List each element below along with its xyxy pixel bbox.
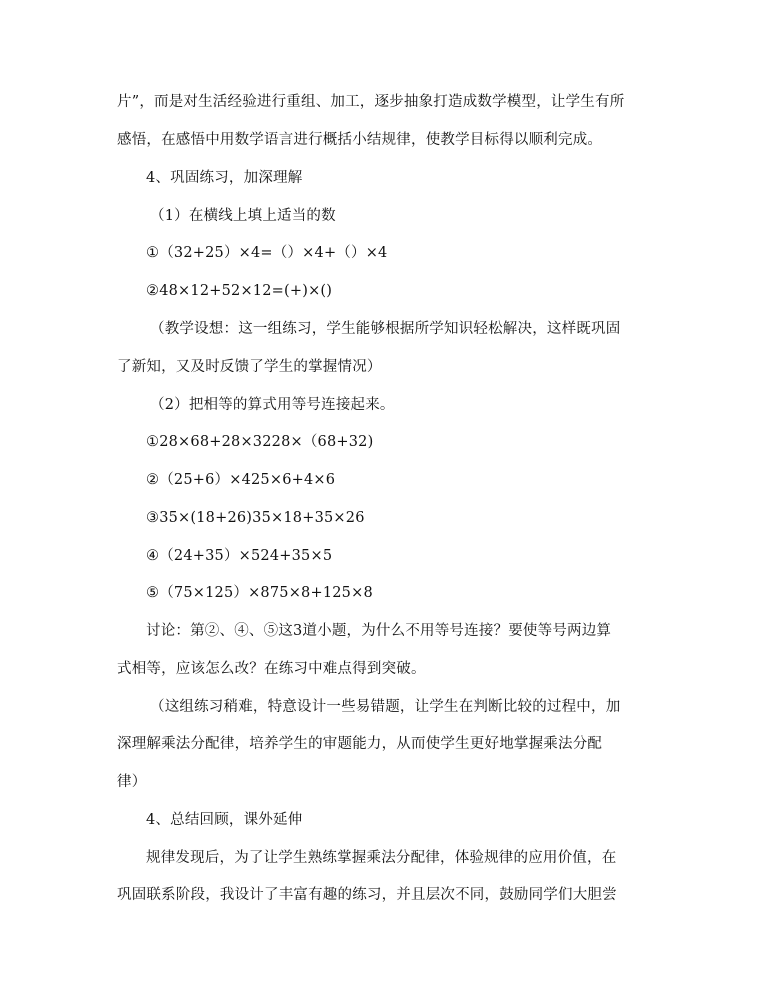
summary-line-2: 巩固联系阶段，我设计了丰富有趣的练习，并且层次不同，鼓励同学们大胆尝 [117,887,617,903]
section-heading-summary: 4、总结回顾，课外延伸 [146,812,303,828]
summary-line-1: 规律发现后，为了让学生熟练掌握乘法分配律，体验规律的应用价值，在 [146,850,617,866]
exercise-2-item-3: ③35×(18+26)35×18+35×26 [146,510,365,526]
exercise-1-title: （1）在横线上填上适当的数 [150,208,336,224]
teaching-note-1-line-2: 了新知，又及时反馈了学生的掌握情况） [117,359,382,375]
exercise-2-item-5: ⑤（75×125）×875×8+125×8 [146,585,373,601]
paragraph-line-2: 感悟，在感悟中用数学语言进行概括小结规律，使教学目标得以顺利完成。 [117,132,603,148]
exercise-2-item-1: ①28×68+28×3228×（68+32) [146,434,374,450]
teaching-note-2-line-1: （这组练习稍难，特意设计一些易错题，让学生在判断比较的过程中，加 [150,699,621,715]
exercise-2-item-2: ②（25+6）×425×6+4×6 [146,472,336,488]
exercise-2-title: （2）把相等的算式用等号连接起来。 [150,397,395,413]
teaching-note-1-line-1: （教学设想：这一组练习，学生能够根据所学知识轻松解决，这样既巩固 [150,321,621,337]
teaching-note-2-line-2: 深理解乘法分配律，培养学生的审题能力，从而使学生更好地掌握乘法分配 [117,736,603,752]
discussion-line-1: 讨论：第②、④、⑤这3道小题，为什么不用等号连接？要使等号两边算 [146,623,612,639]
paragraph-line-1: 片”，而是对生活经验进行重组、加工，逐步抽象打造成数学模型，让学生有所 [117,94,625,110]
section-heading-practice: 4、巩固练习，加深理解 [146,170,303,186]
teaching-note-2-line-3: 律） [117,774,147,790]
exercise-1-item-2: ②48×12+52×12=(+)×() [146,283,333,299]
discussion-line-2: 式相等，应该怎么改？在练习中难点得到突破。 [117,661,426,677]
exercise-1-item-1: ①（32+25）×4=（）×4+（）×4 [146,245,388,261]
exercise-2-item-4: ④（24+35）×524+35×5 [146,548,333,564]
